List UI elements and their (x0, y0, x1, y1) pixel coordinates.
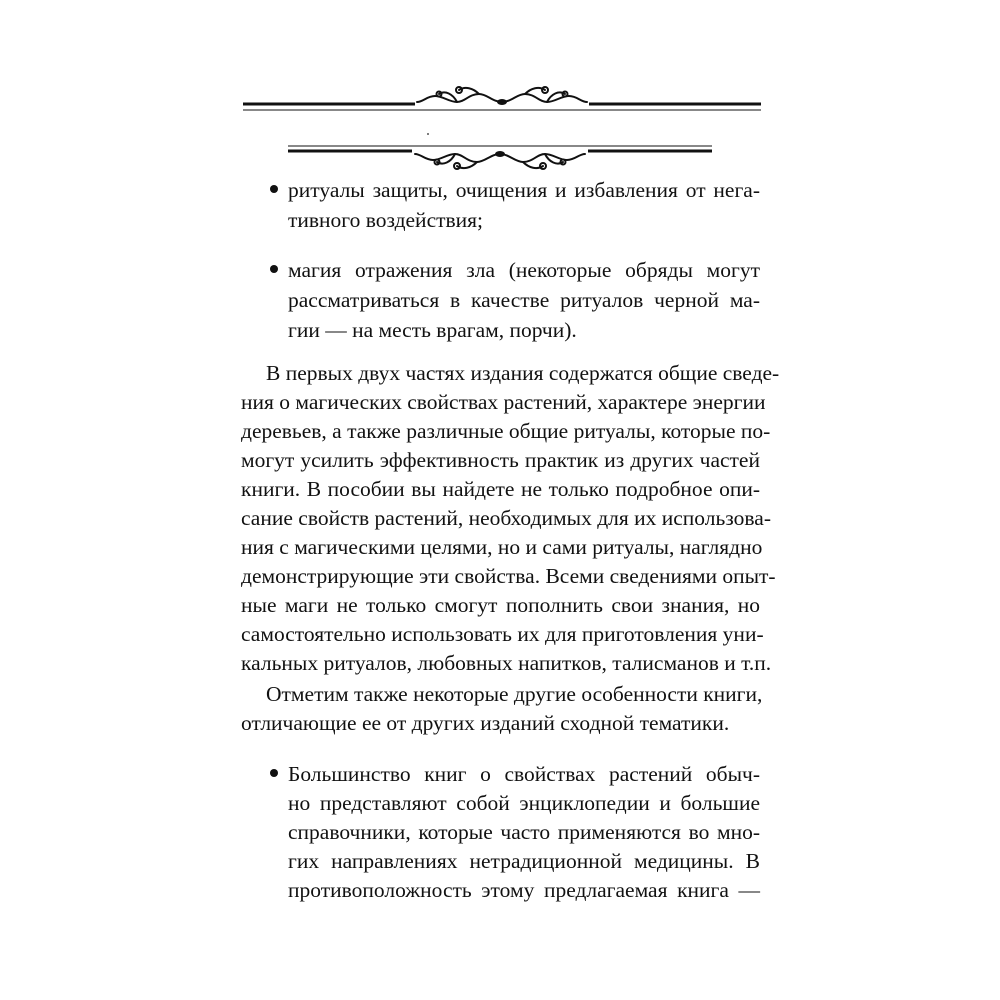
bullet-2-line-2: рассматриваться в качестве ритуалов черной ма- (288, 288, 760, 312)
bullet-marker (270, 769, 278, 777)
bullet-1-line-1: ритуалы защиты, очищения и избавления от нега- (288, 178, 760, 202)
bullet-marker (270, 185, 278, 193)
paragraph-1-line: самостоятельно использовать их для приготовления уни- (241, 622, 764, 646)
paragraph-1-line: ные маги не только смогут пополнить свои знания, но (241, 593, 760, 617)
paragraph-1-line: В первых двух частях издания содержатся общие сведе- (266, 361, 780, 385)
bullet-3-line: но представляют собой энциклопедии и большие (288, 791, 760, 815)
paragraph-2-line: отличающие ее от других изданий сходной тематики. (241, 711, 730, 735)
paragraph-1-line: сание свойств растений, необходимых для их использова- (241, 506, 771, 530)
paragraph-1-line: демонстрирующие эти свойства. Всеми сведениями опыт- (241, 564, 776, 588)
paragraph-1-line: деревьев, а также различные общие ритуалы, которые по- (241, 419, 771, 443)
bullet-1-line-2: тивного воздействия; (288, 208, 484, 232)
paragraph-1-line: могут усилить эффективность практик из других частей (241, 448, 760, 472)
bullet-marker (270, 265, 278, 273)
paragraph-1-line: ния с магическими целями, но и сами ритуалы, наглядно (241, 535, 763, 559)
bullet-3-line: противоположность этому предлагаемая книга — (288, 878, 760, 902)
bullet-3-line: гих направлениях нетрадиционной медицины. В (288, 849, 760, 873)
paragraph-1-line: ния о магических свойствах растений, характере энергии (241, 390, 766, 414)
bullet-3-line: справочники, которые часто применяются во мно- (288, 820, 760, 844)
bullet-3-line: Большинство книг о свойствах растений обыч- (288, 762, 760, 786)
paragraph-1-line: кальных ритуалов, любовных напитков, талисманов и т.п. (241, 651, 772, 675)
bullet-2-line-1: магия отражения зла (некоторые обряды могут (288, 258, 760, 282)
paragraph-1-line: книги. В пособии вы найдете не только подробное опи- (241, 477, 760, 501)
paragraph-2-line: Отметим также некоторые другие особенности книги, (266, 682, 763, 706)
bullet-2-line-3: гии — на месть врагам, порчи). (288, 318, 577, 342)
